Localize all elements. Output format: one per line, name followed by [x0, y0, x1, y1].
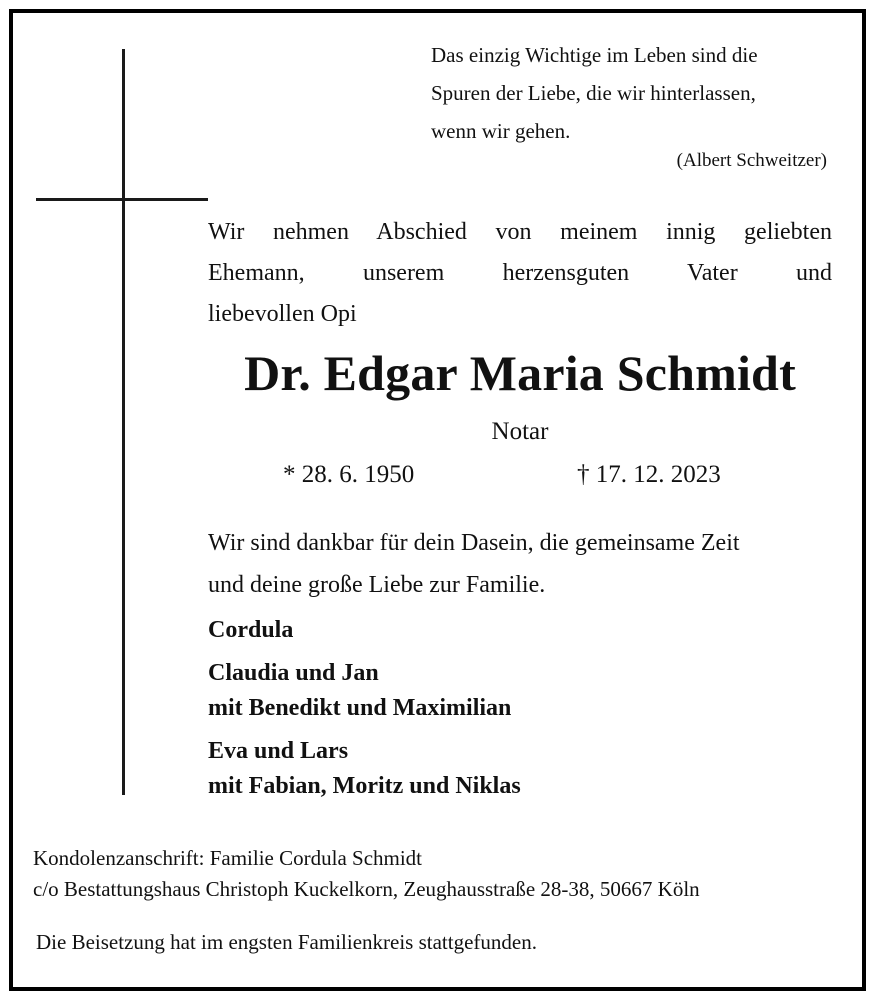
quote-author: (Albert Schweitzer)	[676, 150, 827, 171]
quote-line: wenn wir gehen.	[431, 119, 571, 143]
farewell-line: Ehemann, unserem herzensguten Vater und	[208, 260, 832, 286]
family-member: Eva und Lars	[208, 738, 349, 764]
family-member: Cordula	[208, 617, 294, 643]
condolence-line: c/o Bestattungshaus Christoph Kuckelkorn, Zeughausstraße 28-38, 50667 Köln	[33, 877, 700, 901]
deceased-name: Dr. Edgar Maria Schmidt	[244, 345, 796, 401]
quote	[431, 36, 831, 150]
quote-line: Spuren der Liebe, die wir hinterlassen,	[431, 81, 756, 105]
birth-date: * 28. 6. 1950	[283, 461, 415, 488]
farewell-text	[208, 212, 832, 335]
cross-icon-horizontal-bar	[36, 198, 208, 201]
farewell-line: liebevollen Opi	[208, 301, 357, 327]
condolence-address	[33, 843, 843, 905]
death-date: † 17. 12. 2023	[577, 461, 721, 488]
gratitude-line: Wir sind dankbar für dein Dasein, die gemeinsame Zeit	[208, 530, 740, 556]
farewell-line: Wir nehmen Abschied von meinem innig geliebten	[208, 219, 832, 245]
family-group	[208, 613, 832, 648]
burial-notice: Die Beisetzung hat im engsten Familienkreis stattgefunden.	[36, 930, 537, 954]
gratitude-text	[208, 522, 832, 606]
family-group	[208, 656, 832, 726]
family-member: mit Benedikt und Maximilian	[208, 695, 512, 721]
quote-line: Das einzig Wichtige im Leben sind die	[431, 43, 758, 67]
deceased-profession: Notar	[491, 418, 549, 445]
family-signatures	[208, 613, 832, 812]
condolence-line: Kondolenzanschrift: Familie Cordula Schmidt	[33, 846, 423, 870]
family-member: Claudia und Jan	[208, 660, 379, 686]
gratitude-line: und deine große Liebe zur Familie.	[208, 572, 546, 598]
cross-icon-vertical-bar	[122, 49, 125, 795]
family-member: mit Fabian, Moritz und Niklas	[208, 773, 521, 799]
family-group	[208, 734, 832, 804]
